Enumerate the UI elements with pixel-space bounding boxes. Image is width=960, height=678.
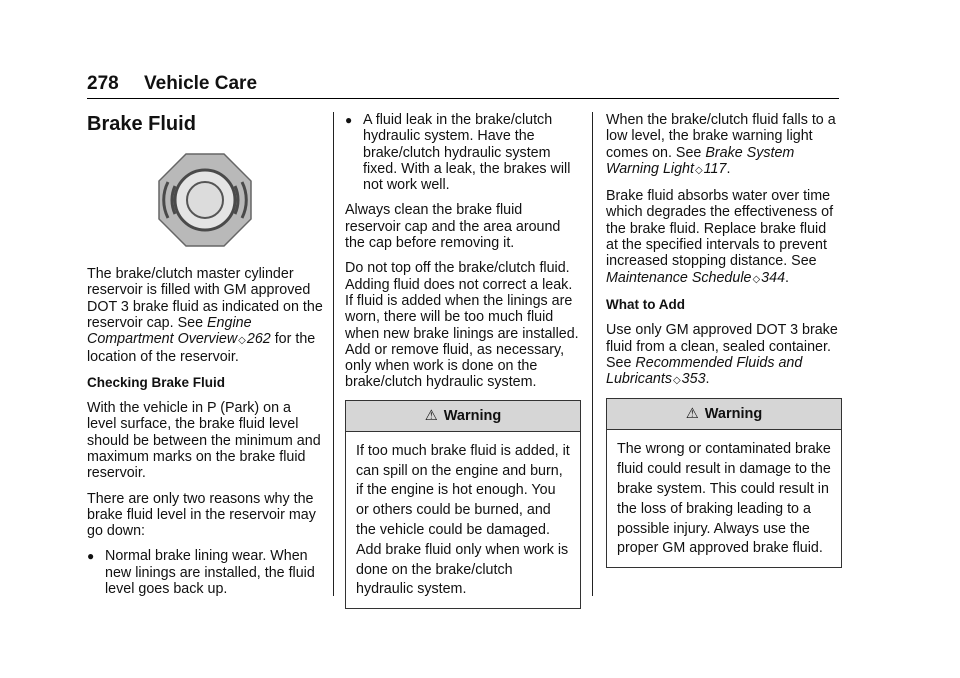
paragraph: Use only GM approved DOT 3 brake fluid from a clean, sealed container. See Recommended Fluids and Lubricants◇353. bbox=[606, 322, 838, 388]
bullet-icon: ● bbox=[345, 113, 353, 127]
bullet-item: ● Normal brake lining wear. When new linings are installed, the fluid level goes back up. bbox=[87, 548, 315, 598]
page-reference[interactable]: 117 bbox=[703, 160, 727, 177]
warning-icon: ⚠ bbox=[685, 406, 699, 423]
paragraph: When the brake/clutch fluid falls to a low level, the brake warning light comes on. See Brake System Warning Light◇117. bbox=[606, 112, 836, 177]
brake-fluid-cap-figure bbox=[87, 152, 323, 248]
bullet-item: ● A fluid leak in the brake/clutch hydraulic system. Have the brake/clutch hydraulic system fixed. With a leak, the brakes will not work well. bbox=[345, 112, 571, 194]
warning-header bbox=[346, 401, 580, 432]
page-reference[interactable]: 262 bbox=[246, 331, 271, 348]
paragraph: There are only two reasons why the brake fluid level in the reservoir may go down: bbox=[87, 490, 316, 540]
subheading: What to Add bbox=[606, 296, 685, 312]
page-reference[interactable]: 344 bbox=[761, 269, 786, 286]
column-3 bbox=[606, 112, 842, 568]
page-reference[interactable]: 353 bbox=[681, 371, 706, 388]
column-1 bbox=[87, 112, 323, 606]
bullet-icon: ● bbox=[87, 549, 95, 564]
section-title: Vehicle Care bbox=[144, 73, 258, 94]
page-arrow-icon: ◇ bbox=[694, 164, 703, 176]
section-heading: Brake Fluid bbox=[87, 113, 196, 135]
cross-reference-link[interactable]: Maintenance Schedule bbox=[606, 269, 752, 286]
paragraph: Always clean the brake fluid reservoir cap and the area around the cap before removing it. bbox=[345, 202, 561, 252]
column-divider bbox=[592, 112, 593, 596]
warning-header bbox=[607, 399, 841, 430]
page-header bbox=[87, 70, 839, 99]
warning-box bbox=[606, 398, 842, 568]
page-arrow-icon: ◇ bbox=[238, 335, 246, 347]
warning-title: Warning bbox=[704, 406, 763, 423]
cross-reference-link[interactable]: Brake System Warning Light bbox=[606, 144, 795, 177]
page-arrow-icon: ◇ bbox=[752, 273, 761, 285]
brake-fluid-cap-symbol-icon bbox=[157, 152, 253, 248]
paragraph: Do not top off the brake/clutch fluid. Adding fluid does not correct a leak. If fluid is added when the linings are worn, there will be too much fluid when new brake linings are installed. Add or remove fluid, as necessary, only when work is done on the brake/clutch hydraulic system. bbox=[345, 260, 579, 391]
column-2 bbox=[345, 112, 581, 609]
paragraph: Brake fluid absorbs water over time which degrades the effectiveness of the brake fluid. Replace brake fluid at the specified intervals to prevent increased stopping distance. See Maintenance Schedule◇344. bbox=[606, 188, 834, 286]
column-divider bbox=[333, 112, 334, 596]
warning-icon: ⚠ bbox=[424, 407, 438, 424]
cross-reference-link[interactable]: Recommended Fluids and Lubricants bbox=[606, 354, 803, 388]
page-arrow-icon: ◇ bbox=[672, 375, 681, 387]
paragraph: With the vehicle in P (Park) on a level surface, the brake fluid level should be between the minimum and maximum marks on the brake fluid reservoir. bbox=[87, 400, 321, 482]
warning-text: If too much brake fluid is added, it can spill on the engine and burn, if the engine is hot enough. You or others could be burned, and the vehicle could be damaged. Add brake fluid only when work is done on the brake/clutch hydraulic system. bbox=[356, 442, 570, 598]
subheading: Checking Brake Fluid bbox=[87, 374, 226, 390]
warning-box bbox=[345, 400, 581, 609]
paragraph: The brake/clutch master cylinder reservoir is filled with GM approved DOT 3 brake fluid as indicated on the reservoir cap. See Engine Compartment Overview◇262 for the location of the reservoir. bbox=[87, 266, 323, 366]
warning-title: Warning bbox=[443, 407, 502, 424]
warning-text: The wrong or contaminated brake fluid could result in damage to the brake system. This could result in the loss of braking leading to a possible injury. Always use the proper GM approved brake fluid. bbox=[617, 441, 831, 557]
page-number: 278 bbox=[87, 73, 119, 94]
cross-reference-link[interactable]: Engine Compartment Overview bbox=[87, 314, 252, 348]
